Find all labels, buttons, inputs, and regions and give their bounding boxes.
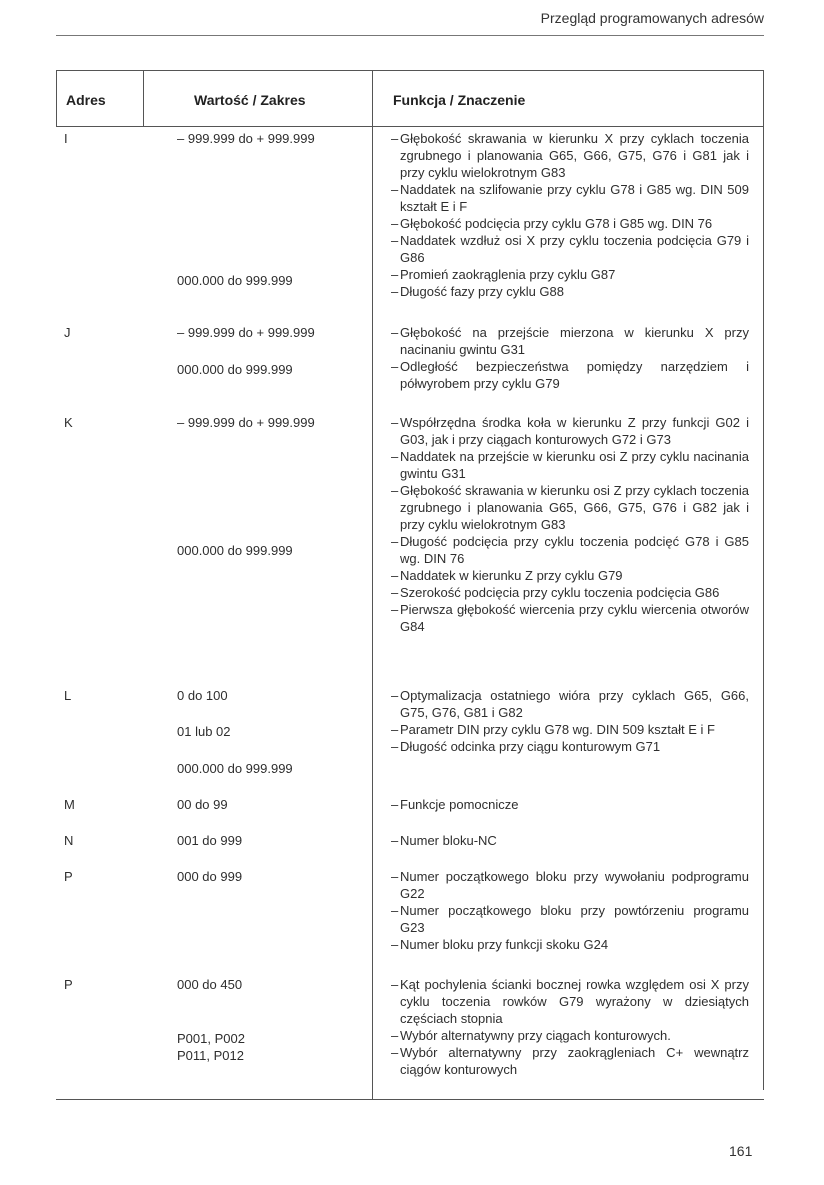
table-top-border bbox=[56, 70, 764, 71]
row-functions bbox=[391, 976, 749, 1078]
row-range: 000 do 450 bbox=[177, 977, 243, 992]
column-divider-1 bbox=[143, 70, 144, 127]
list-item: – Odległość bezpieczeństwa pomiędzy narzędziem i półwyrobem przy cyklu G79 bbox=[391, 358, 749, 392]
list-item: – Wybór alternatywny przy zaokrągleniach C+ wewnątrz ciągów konturowych bbox=[391, 1044, 749, 1078]
list-item: – Numer bloku-NC bbox=[391, 832, 749, 849]
list-item: – Funkcje pomocnicze bbox=[391, 796, 749, 813]
row-address: L bbox=[64, 688, 72, 703]
list-item: – Głębokość podcięcia przy cyklu G78 i G85 wg. DIN 76 bbox=[391, 215, 749, 232]
list-item: – Parametr DIN przy cyklu G78 wg. DIN 509 kształt E i F bbox=[391, 721, 749, 738]
row-functions bbox=[391, 832, 749, 849]
row-range: – 999.999 do + 999.999 bbox=[177, 415, 315, 430]
row-range: 000 do 999 bbox=[177, 869, 243, 884]
row-address: K bbox=[64, 415, 73, 430]
column-header-function: Funkcja / Znaczenie bbox=[393, 92, 526, 108]
row-range: 00 do 99 bbox=[177, 797, 228, 812]
list-item: – Głębokość skrawania w kierunku osi Z przy cyklach toczenia zgrubnego i planowania G65, G66, G75, G76 i G82 jak i przy cyklu wielokrotnym G83 bbox=[391, 482, 749, 533]
page-number: 161 bbox=[729, 1143, 753, 1159]
header-bottom-border bbox=[56, 126, 764, 127]
row-range: 000.000 do 999.999 bbox=[177, 761, 293, 776]
row-range: 001 do 999 bbox=[177, 833, 243, 848]
list-item: – Długość fazy przy cyklu G88 bbox=[391, 283, 749, 300]
row-range: P001, P002 bbox=[177, 1031, 245, 1046]
row-address: J bbox=[64, 325, 71, 340]
row-range: 000.000 do 999.999 bbox=[177, 273, 293, 288]
row-address: P bbox=[64, 869, 73, 884]
row-range: 000.000 do 999.999 bbox=[177, 543, 293, 558]
list-item: – Wybór alternatywny przy ciągach konturowych. bbox=[391, 1027, 749, 1044]
list-item: – Długość odcinka przy ciągu konturowym G71 bbox=[391, 738, 749, 755]
list-item: – Pierwsza głębokość wiercenia przy cyklu wiercenia otworów G84 bbox=[391, 601, 749, 635]
row-functions bbox=[391, 324, 749, 392]
table-left-border bbox=[56, 70, 57, 127]
page-header: Przegląd programowanych adresów bbox=[540, 10, 764, 26]
list-item: – Szerokość podcięcia przy cyklu toczenia podcięcia G86 bbox=[391, 584, 749, 601]
list-item: – Naddatek wzdłuż osi X przy cyklu toczenia podcięcia G79 i G86 bbox=[391, 232, 749, 266]
list-item: – Głębokość skrawania w kierunku X przy cyklach toczenia zgrubnego i planowania G65, G66, G75, G76 i G81 jak i przy cyklu wielokrotnym G83 bbox=[391, 130, 749, 181]
list-item: – Długość podcięcia przy cyklu toczenia podcięć G78 i G85 wg. DIN 76 bbox=[391, 533, 749, 567]
row-range: – 999.999 do + 999.999 bbox=[177, 325, 315, 340]
row-address: N bbox=[64, 833, 74, 848]
row-range: 000.000 do 999.999 bbox=[177, 362, 293, 377]
row-range: P011, P012 bbox=[177, 1048, 244, 1063]
row-range: – 999.999 do + 999.999 bbox=[177, 131, 315, 146]
row-address: M bbox=[64, 797, 75, 812]
row-address: P bbox=[64, 977, 73, 992]
table-bottom-border bbox=[56, 1099, 764, 1100]
list-item: – Głębokość na przejście mierzona w kierunku X przy nacinaniu gwintu G31 bbox=[391, 324, 749, 358]
column-header-value: Wartość / Zakres bbox=[194, 92, 306, 108]
row-functions bbox=[391, 868, 749, 953]
list-item: – Numer początkowego bloku przy wywołaniu podprogramu G22 bbox=[391, 868, 749, 902]
row-functions bbox=[391, 796, 749, 813]
row-range: 0 do 100 bbox=[177, 688, 228, 703]
list-item: – Naddatek w kierunku Z przy cyklu G79 bbox=[391, 567, 749, 584]
header-rule bbox=[56, 35, 764, 36]
column-header-address: Adres bbox=[66, 92, 106, 108]
row-functions bbox=[391, 414, 749, 635]
row-range: 01 lub 02 bbox=[177, 724, 231, 739]
column-divider-2 bbox=[372, 70, 373, 1100]
list-item: – Optymalizacja ostatniego wióra przy cyklach G65, G66, G75, G76, G81 i G82 bbox=[391, 687, 749, 721]
list-item: – Promień zaokrąglenia przy cyklu G87 bbox=[391, 266, 749, 283]
list-item: – Kąt pochylenia ścianki bocznej rowka względem osi X przy cyklu toczenia rowków G79 wyrażony w dziesiątych częściach stopnia bbox=[391, 976, 749, 1027]
list-item: – Numer bloku przy funkcji skoku G24 bbox=[391, 936, 749, 953]
row-functions bbox=[391, 687, 749, 755]
list-item: – Współrzędna środka koła w kierunku Z przy funkcji G02 i G03, jak i przy ciągach konturowych G72 i G73 bbox=[391, 414, 749, 448]
row-address: I bbox=[64, 131, 68, 146]
row-functions bbox=[391, 130, 749, 300]
list-item: – Naddatek na przejście w kierunku osi Z przy cyklu nacinania gwintu G31 bbox=[391, 448, 749, 482]
list-item: – Naddatek na szlifowanie przy cyklu G78 i G85 wg. DIN 509 kształt E i F bbox=[391, 181, 749, 215]
table-right-border bbox=[763, 70, 764, 1090]
list-item: – Numer początkowego bloku przy powtórzeniu programu G23 bbox=[391, 902, 749, 936]
